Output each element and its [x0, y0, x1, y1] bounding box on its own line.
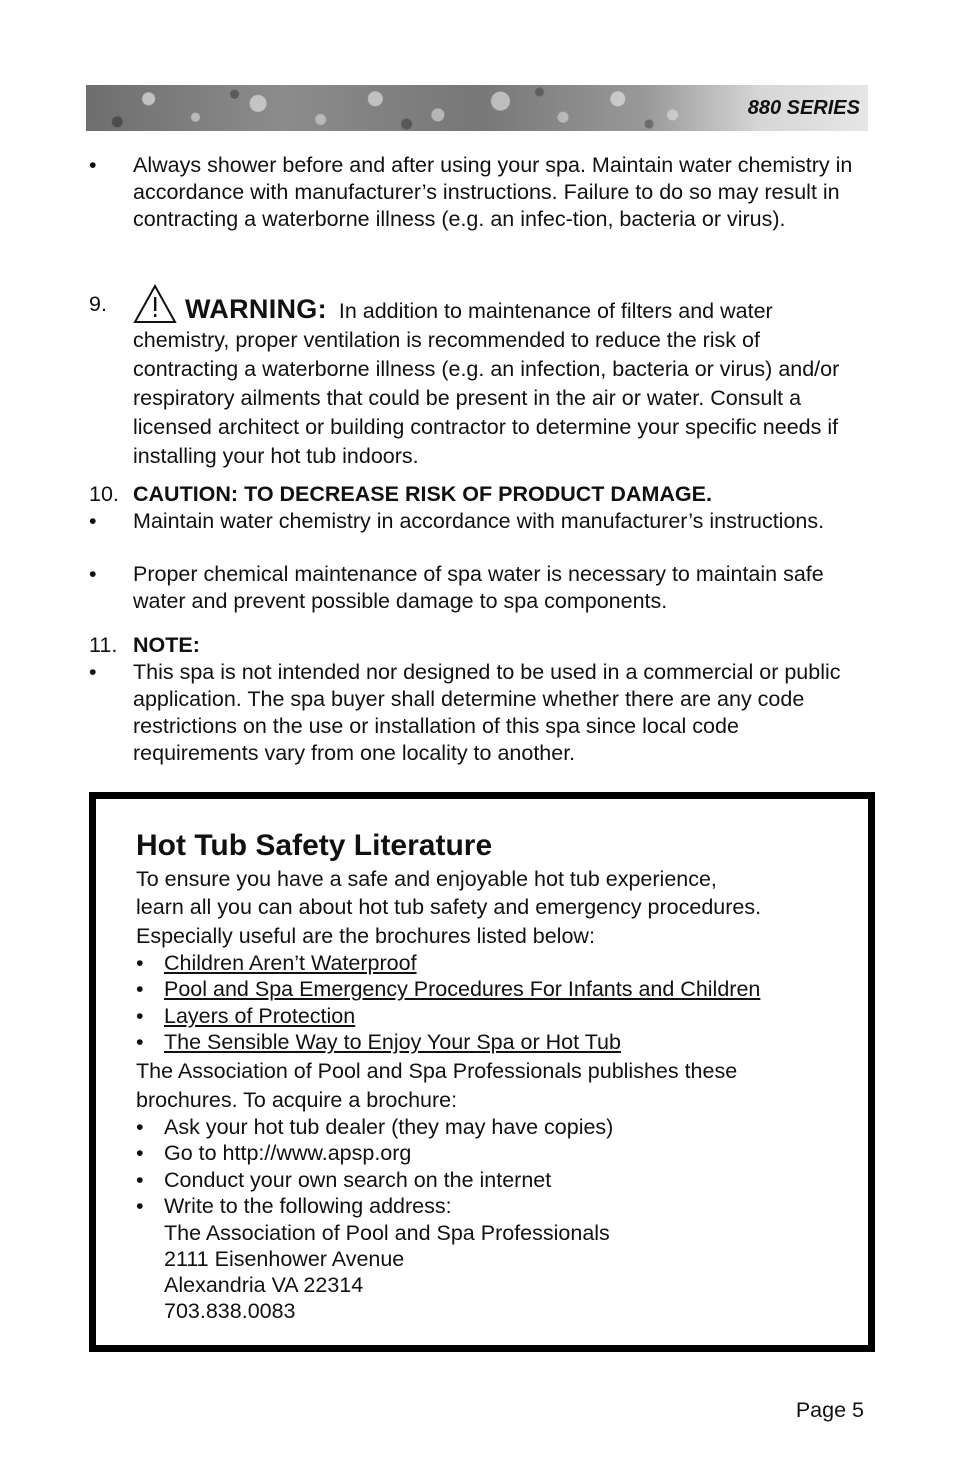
box-title: Hot Tub Safety Literature	[136, 829, 493, 862]
address-line: Alexandria VA 22314	[164, 1273, 364, 1297]
publisher-line: The Association of Pool and Spa Professionals publishes these	[136, 1059, 738, 1083]
brochure-link[interactable]: The Sensible Way to Enjoy Your Spa or Hot Tub	[164, 1030, 621, 1054]
brochure-link[interactable]: Pool and Spa Emergency Procedures For Infants and Children	[164, 977, 761, 1001]
acquire-option: • Conduct your own search on the internet	[136, 1168, 552, 1192]
acquire-option: • Go to http://www.apsp.org	[136, 1141, 412, 1165]
bullet-marker: •	[89, 562, 97, 586]
acquire-option: • Write to the following address:	[136, 1194, 452, 1218]
warning-text: In addition to maintenance of filters and water chemistry, proper ventilation is recommended to reduce the risk of contracting a waterborne illness (e.g. an infection, bacteria or virus) and/or respiratory ailments that could be present in the air or water. Consult a licensed architect or building contractor to determine your specific needs if installing your hot tub indoors.	[133, 299, 840, 468]
address-line: 703.838.0083	[164, 1299, 296, 1323]
series-label: 880 SERIES	[747, 97, 860, 119]
warning-item-9	[86, 284, 866, 468]
brochure-item: • Children Aren’t Waterproof	[136, 951, 417, 975]
note-heading: NOTE:	[133, 633, 200, 657]
page-number: Page 5	[795, 1398, 864, 1422]
brochure-item: • The Sensible Way to Enjoy Your Spa or Hot Tub	[136, 1030, 621, 1054]
brochure-item: • Pool and Spa Emergency Procedures For Infants and Children	[136, 977, 761, 1001]
publisher-line: brochures. To acquire a brochure:	[136, 1088, 458, 1112]
warning-label: WARNING:	[185, 294, 327, 324]
intro-line: Especially useful are the brochures listed below:	[136, 924, 595, 948]
item-number: 10.	[89, 482, 119, 506]
address-line: The Association of Pool and Spa Professionals	[164, 1221, 610, 1245]
address-line: 2111 Eisenhower Avenue	[164, 1247, 405, 1271]
shower-bullet-item	[86, 152, 866, 264]
brochure-link[interactable]: Layers of Protection	[164, 1004, 356, 1028]
header-banner	[86, 85, 868, 131]
bullet-marker: •	[89, 509, 97, 533]
note-bullet-1: This spa is not intended nor designed to be used in a commercial or public application. The spa buyer shall determine whether there are any code restrictions on the use or installation of this spa since local code requirements vary from one locality to another.	[133, 660, 841, 765]
item-number: 9.	[89, 292, 107, 316]
shower-text: Always shower before and after using your spa. Maintain water chemistry in accordance with manufacturer’s instructions. Failure to do so may result in contracting a waterborne illness (e.g. an infec-tion, bacteria or virus).	[133, 153, 853, 231]
warning-paragraph	[133, 284, 868, 471]
caution-bullet-2: Proper chemical maintenance of spa water is necessary to maintain safe water and prevent possible damage to spa components.	[133, 562, 824, 613]
safety-literature-box	[89, 792, 875, 1352]
brochure-link[interactable]: Children Aren’t Waterproof	[164, 951, 417, 975]
warning-triangle-icon	[133, 284, 177, 324]
bullet-marker: •	[89, 153, 97, 177]
note-item-11	[86, 632, 866, 772]
intro-line: learn all you can about hot tub safety and emergency procedures.	[136, 895, 762, 919]
caution-heading: CAUTION: TO DECREASE RISK OF PRODUCT DAMAGE.	[133, 482, 712, 506]
acquire-option: • Ask your hot tub dealer (they may have copies)	[136, 1115, 614, 1139]
caution-bullet-1: Maintain water chemistry in accordance with manufacturer’s instructions.	[133, 509, 825, 533]
item-number: 11.	[89, 633, 118, 657]
intro-line: To ensure you have a safe and enjoyable hot tub experience,	[136, 867, 717, 891]
caution-item-10	[86, 481, 866, 616]
bullet-marker: •	[89, 660, 97, 684]
brochure-item: • Layers of Protection	[136, 1004, 356, 1028]
